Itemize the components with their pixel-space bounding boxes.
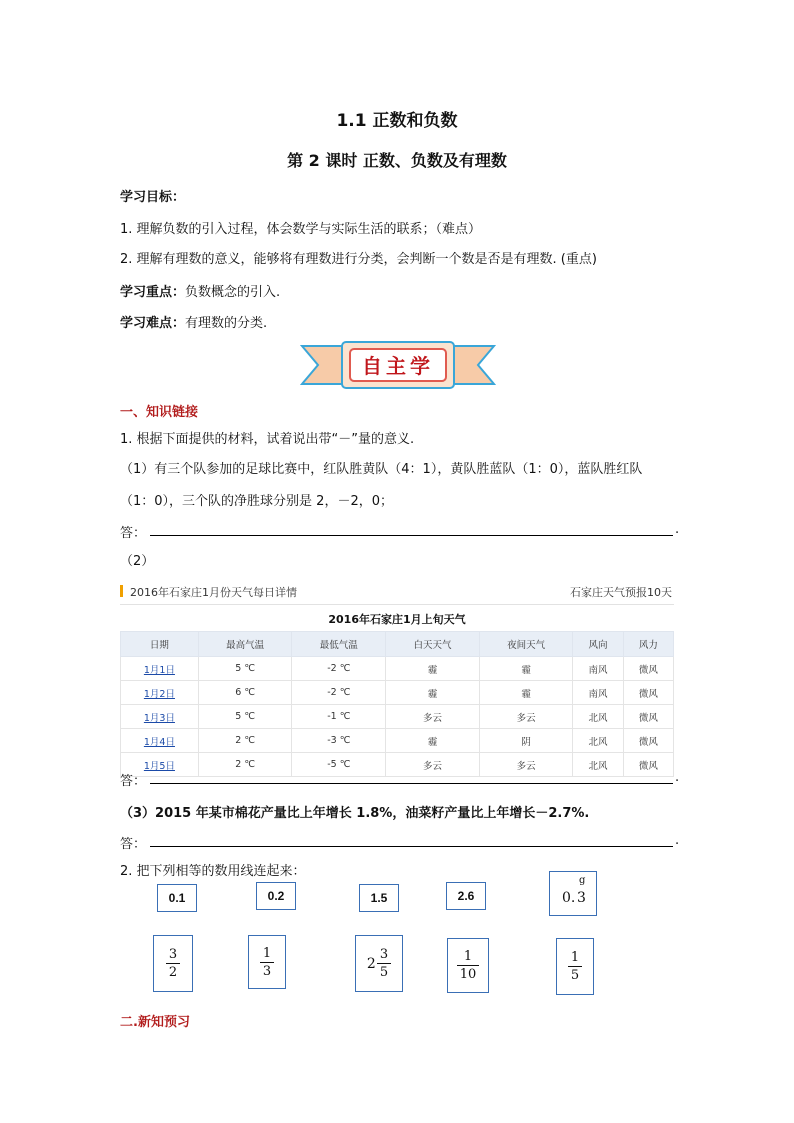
denominator: 5 <box>379 965 389 980</box>
focus-line <box>120 281 280 300</box>
answer-end-1: . <box>675 522 680 537</box>
decimal-box-2-6[interactable]: 2.6 <box>446 882 486 910</box>
table-cell: 霾 <box>479 681 573 705</box>
lesson-subtitle: 第 2 课时 正数、负数及有理数 <box>287 151 507 170</box>
decimal-box-0-1[interactable]: 0.1 <box>157 884 197 912</box>
numerator: 3 <box>377 946 391 964</box>
date-link[interactable]: 1月4日 <box>121 729 199 753</box>
answer-end-3: . <box>675 833 680 848</box>
numerator: 1 <box>568 949 582 967</box>
difficulty-text: 有理数的分类. <box>185 316 268 331</box>
table-cell: 多云 <box>386 753 480 777</box>
answer-label-1: 答： <box>120 526 147 541</box>
table-cell: 多云 <box>479 705 573 729</box>
table-cell: 多云 <box>479 753 573 777</box>
fraction <box>568 949 582 984</box>
col-night-weather: 夜间天气 <box>479 632 573 657</box>
goal-2: 2. 理解有理数的意义，能够将有理数进行分类，会判断一个数是否是有理数. (重点) <box>120 252 597 267</box>
section-knowledge-link: 一、知识链接 <box>120 405 199 420</box>
denominator: 10 <box>459 967 477 982</box>
numerator: 1 <box>457 948 480 966</box>
denominator: 3 <box>262 963 272 979</box>
table-row <box>121 681 674 705</box>
table-cell: 霾 <box>386 657 480 681</box>
fraction-box-3-2[interactable] <box>153 935 193 992</box>
self-study-banner <box>300 340 496 390</box>
weather-header <box>120 578 674 605</box>
answer-label-3: 答： <box>120 837 147 852</box>
table-cell: 霾 <box>386 681 480 705</box>
date-link[interactable]: 1月5日 <box>121 753 199 777</box>
goals-label: 学习目标： <box>120 190 186 205</box>
answer-blank-2[interactable] <box>150 783 673 784</box>
numerator: 3 <box>166 946 180 964</box>
col-high: 最高气温 <box>198 632 292 657</box>
table-cell: 北风 <box>573 753 623 777</box>
date-link[interactable]: 1月3日 <box>121 705 199 729</box>
table-cell: 微风 <box>623 753 673 777</box>
fraction-box-1-3[interactable] <box>248 935 286 989</box>
col-wind-direction: 风向 <box>573 632 623 657</box>
header-accent <box>120 585 123 597</box>
table-cell: 5 ℃ <box>198 657 292 681</box>
banner-label: 自主学 <box>362 354 434 378</box>
difficulty-label: 学习难点： <box>120 316 186 331</box>
table-cell: 南风 <box>573 681 623 705</box>
repeating-decimal-box[interactable] <box>549 871 597 916</box>
question-1-2: （2） <box>120 554 155 569</box>
col-day-weather: 白天天气 <box>386 632 480 657</box>
table-row <box>121 705 674 729</box>
table-cell: -1 ℃ <box>292 705 386 729</box>
denominator: 2 <box>168 965 178 980</box>
date-link[interactable]: 1月1日 <box>121 657 199 681</box>
numerator: 1 <box>260 945 274 963</box>
goal-1: 1. 理解负数的引入过程，体会数学与实际生活的联系；（难点） <box>120 222 482 237</box>
table-cell: 微风 <box>623 657 673 681</box>
question-2: 2. 把下列相等的数用线连起来： <box>120 864 306 879</box>
fraction <box>457 948 480 983</box>
col-date: 日期 <box>121 632 199 657</box>
table-cell: 霾 <box>386 729 480 753</box>
decimal-box-1-5[interactable]: 1.5 <box>359 884 399 912</box>
fraction-box-1-10[interactable] <box>447 938 489 993</box>
decimal-box-0-2[interactable]: 0.2 <box>256 882 296 910</box>
fraction <box>377 946 391 981</box>
answer-blank-3[interactable] <box>150 846 673 847</box>
table-cell: 微风 <box>623 705 673 729</box>
table-row <box>121 729 674 753</box>
repeating-dot-mark: g <box>579 875 586 886</box>
table-cell: 霾 <box>479 657 573 681</box>
date-link[interactable]: 1月2日 <box>121 681 199 705</box>
fraction-box-1-5[interactable] <box>556 938 594 995</box>
fraction <box>260 945 274 980</box>
table-cell: 5 ℃ <box>198 705 292 729</box>
repeating-int: 0. <box>562 890 576 906</box>
whole-part: 2 <box>366 955 376 972</box>
question-1-1-line-a: （1）有三个队参加的足球比赛中，红队胜黄队（4：1），黄队胜蓝队（1：0），蓝队胜红队 <box>120 462 643 477</box>
table-cell: -3 ℃ <box>292 729 386 753</box>
table-cell: 6 ℃ <box>198 681 292 705</box>
col-wind-force: 风力 <box>623 632 673 657</box>
table-cell: 微风 <box>623 729 673 753</box>
repeating-digit: 3 <box>577 890 586 906</box>
table-cell: 南风 <box>573 657 623 681</box>
table-cell: -2 ℃ <box>292 681 386 705</box>
weather-forecast-link[interactable]: 石家庄天气预报10天 <box>570 586 672 599</box>
question-1-1-line-b: （1：0），三个队的净胜球分别是 2，－2，0； <box>120 494 393 509</box>
table-cell: 微风 <box>623 681 673 705</box>
table-row <box>121 657 674 681</box>
table-cell: 2 ℃ <box>198 729 292 753</box>
table-cell: 阴 <box>479 729 573 753</box>
weather-table <box>120 631 674 777</box>
weather-header-title: 2016年石家庄1月份天气每日详情 <box>130 586 297 599</box>
table-cell: 多云 <box>386 705 480 729</box>
col-low: 最低气温 <box>292 632 386 657</box>
answer-end-2: . <box>675 770 680 785</box>
table-cell: 2 ℃ <box>198 753 292 777</box>
table-cell: -2 ℃ <box>292 657 386 681</box>
question-1: 1. 根据下面提供的材料，试着说出带“－”量的意义. <box>120 432 415 447</box>
page-title: 1.1 正数和负数 <box>336 111 458 131</box>
table-cell: 北风 <box>573 705 623 729</box>
denominator: 5 <box>570 968 580 983</box>
question-1-3: （3）2015 年某市棉花产量比上年增长 1.8%，油菜籽产量比上年增长－2.7%. <box>120 806 590 821</box>
weather-panel <box>120 578 674 777</box>
table-row <box>121 753 674 777</box>
focus-text: 负数概念的引入. <box>185 285 281 300</box>
mixed-fraction-box-2-3-5[interactable] <box>355 935 403 992</box>
answer-blank-1[interactable] <box>150 535 673 536</box>
focus-label: 学习重点： <box>120 285 186 300</box>
section-new-preview: 二.新知预习 <box>120 1015 190 1030</box>
table-cell: 北风 <box>573 729 623 753</box>
weather-table-caption: 2016年石家庄1月上旬天气 <box>328 613 466 626</box>
answer-label-2: 答： <box>120 774 147 789</box>
fraction <box>166 946 180 981</box>
table-cell: -5 ℃ <box>292 753 386 777</box>
difficulty-line <box>120 312 267 331</box>
